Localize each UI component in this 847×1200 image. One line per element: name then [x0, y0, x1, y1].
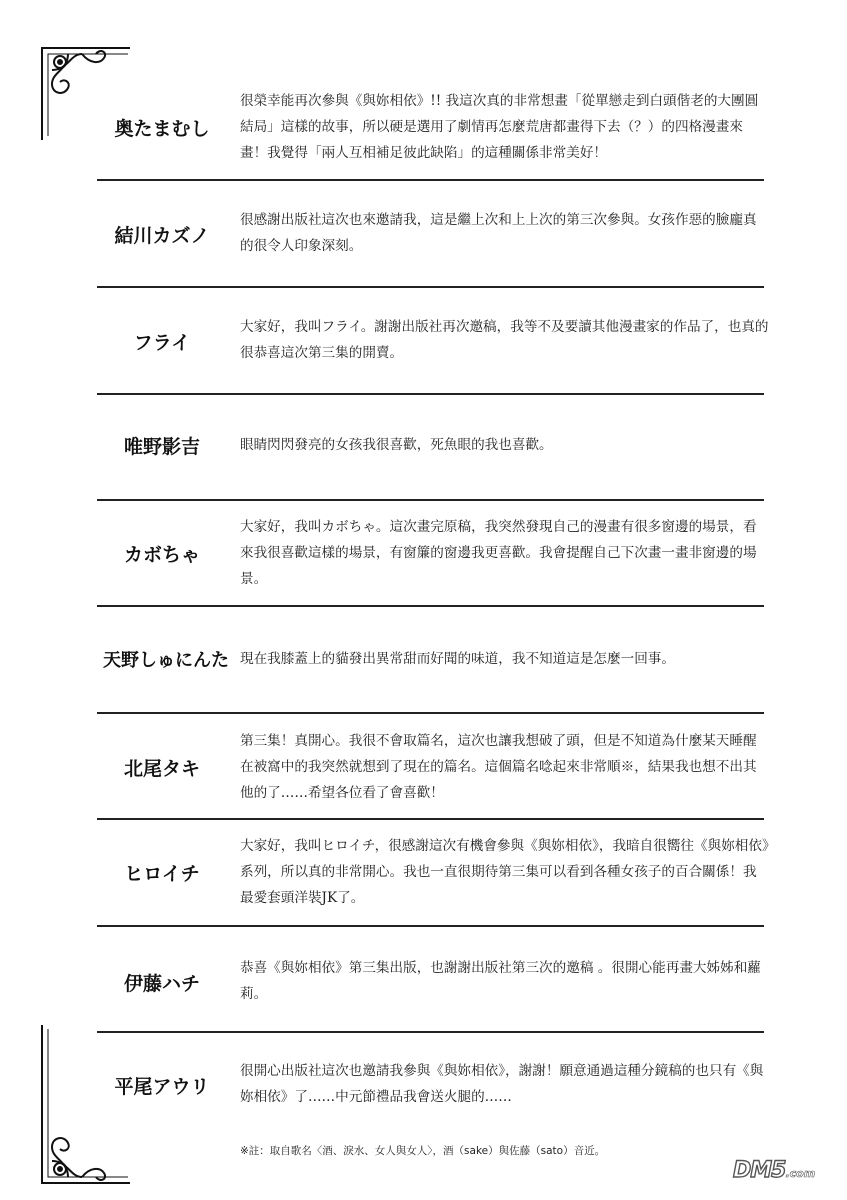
author-comment: 大家好，我叫ヒロイチ，很感謝這次有機會參與《與妳相依》，我暗自很嚮往《與妳相依》系列，所以真的非常開心。我也一直很期待第三集可以看到各種女孩子的百合關係！我最愛套頭洋裝JK了。 — [240, 838, 769, 906]
divider — [97, 925, 764, 927]
author-name: フライ — [133, 332, 191, 354]
divider — [97, 393, 764, 395]
author-name: 伊藤ハチ — [123, 973, 200, 995]
divider — [97, 1031, 764, 1033]
author-comment: 現在我膝蓋上的貓發出異常甜而好聞的味道，我不知道這是怎麼一回事。 — [240, 651, 675, 667]
author-comment: 很榮幸能再次參與《與妳相依》!! 我這次真的非常想畫「從單戀走到白頭偕老的大團圓結局」這樣的故事，所以硬是選用了劇情再怎麼荒唐都畫得下去（？）的四格漫畫來畫！我覺得「兩人互相補足彼此缺陷」的這種關係非常美好！ — [240, 93, 759, 161]
author-comment: 大家好，我叫カボちゃ。這次畫完原稿，我突然發現自己的漫畫有很多窗邊的場景，看來我很喜歡這樣的場景，有窗簾的窗邊我更喜歡。我會提醒自己下次畫一畫非窗邊的場景。 — [240, 519, 757, 587]
watermark-main: DM5 — [733, 1158, 786, 1183]
site-watermark — [733, 1158, 815, 1183]
divider — [97, 818, 764, 820]
author-name: ヒロイチ — [124, 863, 200, 885]
author-comment: 大家好，我叫フライ。謝謝出版社再次邀稿，我等不及要讀其他漫畫家的作品了，也真的很恭喜這次第三集的開賣。 — [240, 319, 769, 361]
author-comment: 很感謝出版社這次也來邀請我，這是繼上次和上上次的第三次參與。女孩作惡的臉龐真的很令人印象深刻。 — [240, 212, 757, 254]
author-name: 平尾アウリ — [114, 1076, 210, 1098]
footnote: ※註：取自歌名〈酒、淚水、女人與女人〉，酒（sake）與佐藤（sato）音近。 — [240, 1145, 606, 1157]
divider — [97, 712, 764, 714]
author-comment: 恭喜《與妳相依》第三集出版，也謝謝出版社第三次的邀稿 。很開心能再畫大姊姊和蘿莉。 — [240, 960, 761, 1002]
divider — [97, 605, 764, 607]
corner-flourish-bottom-icon — [38, 1025, 133, 1190]
author-name: 唯野影吉 — [123, 436, 200, 458]
author-comment: 很開心出版社這次也邀請我參與《與妳相依》，謝謝！願意通過這種分鏡稿的也只有《與妳相依》了……中元節禮品我會送火腿的…… — [240, 1063, 764, 1105]
author-name: 結川カズノ — [114, 225, 210, 247]
author-name: 北尾タキ — [123, 758, 200, 780]
author-comment: 第三集！真開心。我很不會取篇名，這次也讓我想破了頭，但是不知道為什麼某天睡醒在被窩中的我突然就想到了現在的篇名。這個篇名唸起來非常順※，結果我也想不出其他的了……希望各位看了會喜歡！ — [240, 733, 757, 801]
author-name: 奥たまむし — [114, 118, 210, 140]
divider — [97, 499, 764, 501]
watermark-tld: .com — [785, 1167, 816, 1180]
divider — [97, 179, 764, 181]
author-name: カボちゃ — [123, 544, 200, 566]
author-comment: 眼睛閃閃發亮的女孩我很喜歡，死魚眼的我也喜歡。 — [240, 437, 553, 453]
author-name: 天野しゅにんた — [103, 650, 229, 671]
divider — [97, 286, 764, 288]
